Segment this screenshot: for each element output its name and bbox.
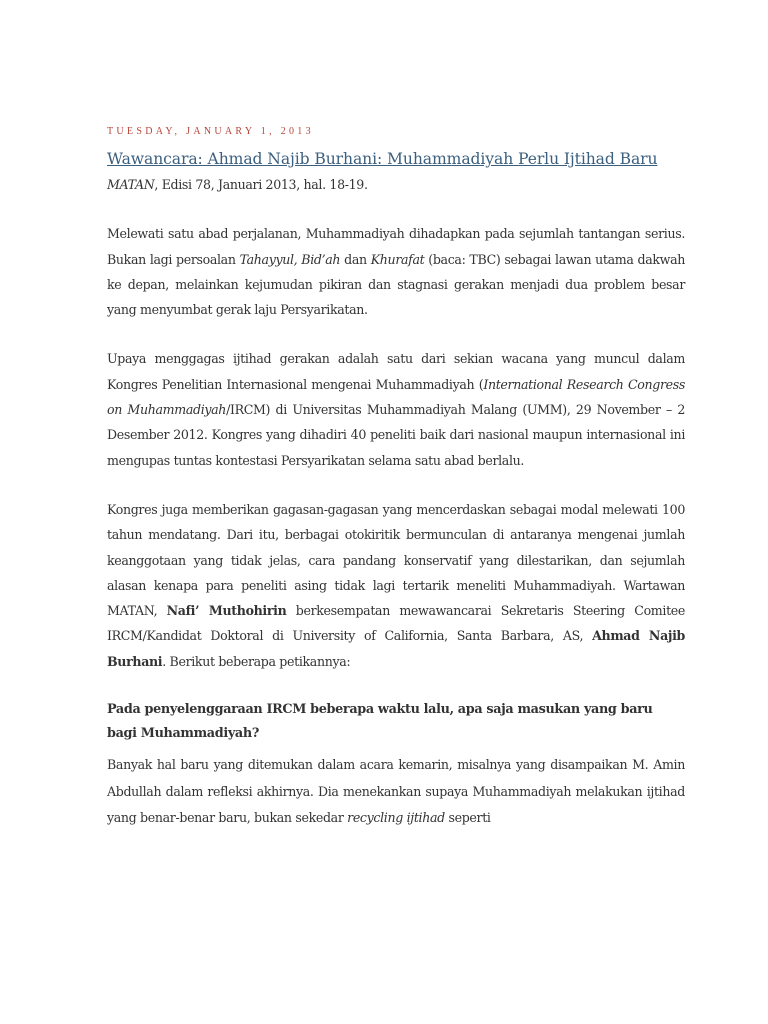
p1-text-a: Melewati satu abad perjalanan, Muhammadiyah dihadapkan pada sejumlah tantangan serius. Bukan lagi persoalan (107, 226, 685, 267)
a1-text-b: seperti (444, 810, 491, 826)
paragraph-1 (107, 221, 685, 322)
p1-text-c: (baca: TBC) sebagai lawan utama dakwah ke depan, melainkan kejumudan pikiran dan stagnasi gerakan menjadi dua problem besar yang menyumbat gerak laju Persyarikatan. (107, 251, 686, 318)
paragraph-3 (107, 497, 685, 674)
p1-term-1: Tahayyul, Bid’ah (239, 251, 341, 267)
source-line (107, 172, 685, 197)
post-title-link[interactable]: Wawancara: Ahmad Najib Burhani: Muhammadiyah Perlu Ijtihad Baru (107, 150, 658, 168)
p3-interviewee-name: Ahmad Najib Burhani (107, 628, 685, 669)
source-details: , Edisi 78, Januari 2013, hal. 18-19. (154, 177, 368, 192)
p2-congress-name: International Research Congress on Muhammadiyah (107, 376, 686, 418)
post-date: TUESDAY, JANUARY 1, 2013 (107, 126, 314, 137)
paragraph-2 (107, 346, 685, 472)
interview-question-1: Pada penyelenggaraan IRCM beberapa waktu lalu, apa saja masukan yang baru bagi Muhammadiyah? (107, 702, 653, 742)
p3-text-c: . Berikut beberapa petikannya: (162, 653, 351, 669)
source-publication: MATAN (107, 177, 155, 192)
a1-italic-term: recycling ijtihad (347, 810, 445, 826)
p1-term-2: Khurafat (370, 251, 425, 267)
a1-text-a: Banyak hal baru yang ditemukan dalam acara kemarin, misalnya yang disampaikan M. Amin Abdullah dalam refleksi akhirnya. Dia menekankan supaya Muhammadiyah melakukan ijtihad yang benar-benar baru, bukan sekedar (107, 757, 685, 826)
p3-text-a: Kongres juga memberikan gagasan-gagasan yang mencerdaskan sebagai modal melewati 100 tahun mendatang. Dari itu, berbagai otokiritik bermunculan di antaranya mengenai jumlah keanggotaan yang tidak jelas, cara pandang konservatif yang dilestarikan, dan sejumlah alasan kenapa para peneliti asing tidak lagi tertarik meneliti Muhammadiyah. Wartawan MATAN, (107, 501, 685, 619)
p1-text-b: dan (340, 251, 371, 267)
p2-text-a: Upaya menggagas ijtihad gerakan adalah satu dari sekian wacana yang muncul dalam Kongres Penelitian Internasional mengenai Muhammadiyah ( (107, 351, 685, 392)
p2-text-b: /IRCM) di Universitas Muhammadiyah Malang (UMM), 29 November – 2 Desember 2012. Kongres yang dihadiri 40 peneliti baik dari nasional maupun internasional ini mengupas tuntas kontestasi Persyarikatan selama satu abad berlalu. (107, 402, 685, 468)
p3-text-b: berkesempatan mewawancarai Sekretaris Steering Comitee IRCM/Kandidat Doktoral di University of California, Santa Barbara, AS, (107, 603, 685, 644)
blog-post (107, 124, 685, 832)
interview-answer-1 (107, 752, 685, 832)
p3-reporter-name: Nafi’ Muthohirin (166, 603, 287, 619)
